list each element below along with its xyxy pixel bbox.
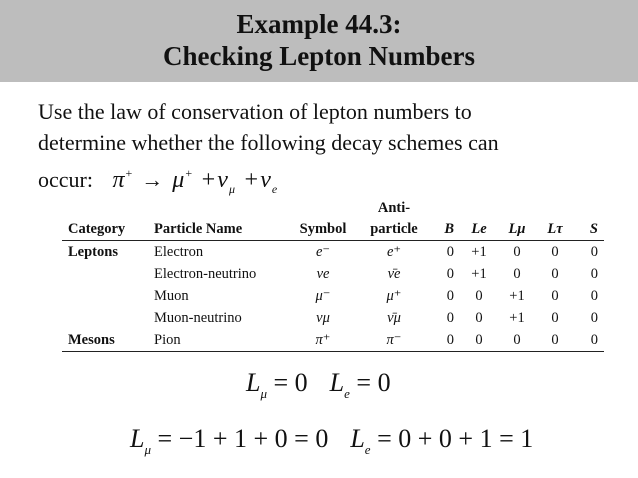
cell-symbol: μ⁻: [315, 288, 331, 304]
cell-Ltau: 0: [536, 329, 574, 352]
table-header-top: [62, 198, 604, 219]
cell-name: Electron: [154, 244, 204, 260]
cell-Ltau: 0: [551, 310, 559, 326]
cell-Ltau: 0: [551, 244, 559, 260]
cell-symbol: e⁻: [315, 244, 331, 260]
decay-equation: $\pi^+ \to \mu^+ +\nu_\mu +\nu_e$: [98, 166, 279, 196]
cell-Le: +1: [471, 266, 487, 282]
cell-B: 0: [446, 310, 454, 326]
table-header: [62, 219, 604, 241]
cell-name: Muon: [154, 288, 189, 304]
cell-name: Muon-neutrino: [154, 310, 242, 326]
table-row: [62, 241, 604, 264]
cell-Lmu: 0: [513, 244, 521, 260]
cell-S: 0: [590, 288, 598, 304]
cell-symbol: νe: [316, 266, 330, 282]
cell-symbol: π⁺: [288, 329, 358, 352]
intro-line-2: determine whether the following decay schemes can: [38, 130, 499, 155]
header-Ltau: Lτ: [536, 219, 574, 241]
cell-antiparticle: μ⁺: [386, 288, 402, 304]
cell-S: 0: [590, 244, 598, 260]
header-anti-top: Anti-: [377, 200, 411, 216]
cell-S: 0: [590, 266, 598, 282]
cell-Lmu: +1: [509, 288, 525, 304]
cell-Lmu: 0: [498, 329, 536, 352]
header-antiparticle: particle: [358, 219, 430, 241]
cell-category: Mesons: [62, 329, 148, 352]
conservation-final: $L_\mu = -1 + 1 + 0 = 0$ $L_e = 0 + 0 + 1 = 1$: [130, 424, 534, 457]
table-row: [62, 285, 604, 307]
header-category: Category: [62, 219, 148, 241]
header-S: S: [574, 219, 604, 241]
intro-line-1: Use the law of conservation of lepton numbers to: [38, 99, 472, 124]
table-row: [62, 307, 604, 329]
cell-S: 0: [590, 310, 598, 326]
cell-category: [62, 285, 148, 307]
lepton-number-table: [62, 198, 604, 352]
header-B: B: [430, 219, 460, 241]
intro-line-3-text: occur:: [38, 167, 93, 192]
cell-S: 0: [574, 329, 604, 352]
header-Lmu: Lμ: [498, 219, 536, 241]
cell-B: 0: [430, 329, 460, 352]
title-bar: [0, 0, 638, 82]
cell-B: 0: [446, 288, 454, 304]
slide-title-line2: Checking Lepton Numbers: [162, 41, 476, 71]
header-Le: Le: [460, 219, 498, 241]
cell-antiparticle: e⁺: [386, 244, 402, 260]
cell-antiparticle: π⁻: [358, 329, 430, 352]
conservation-initial: $L_\mu = 0$ $L_e = 0$: [246, 368, 391, 401]
cell-B: 0: [446, 244, 454, 260]
cell-Le: +1: [471, 244, 487, 260]
cell-category: Leptons: [68, 244, 118, 260]
cell-category: [62, 307, 148, 329]
table-row: [62, 263, 604, 285]
table-row: [62, 329, 604, 352]
cell-B: 0: [446, 266, 454, 282]
cell-Ltau: 0: [551, 288, 559, 304]
cell-category: [62, 263, 148, 285]
cell-Ltau: 0: [551, 266, 559, 282]
header-name: Particle Name: [148, 219, 288, 241]
cell-Lmu: +1: [509, 310, 525, 326]
slide-title-line1: Example 44.3:: [236, 9, 402, 39]
cell-name: Electron-neutrino: [154, 266, 257, 282]
cell-antiparticle: ν̄e: [387, 266, 401, 282]
cell-Lmu: 0: [513, 266, 521, 282]
header-symbol: Symbol: [288, 219, 358, 241]
intro-text: [38, 96, 618, 205]
cell-Le: 0: [460, 329, 498, 352]
cell-symbol: νμ: [316, 310, 330, 326]
cell-name: Pion: [148, 329, 288, 352]
cell-Le: 0: [475, 310, 483, 326]
cell-antiparticle: ν̄μ: [387, 310, 401, 326]
cell-Le: 0: [475, 288, 483, 304]
